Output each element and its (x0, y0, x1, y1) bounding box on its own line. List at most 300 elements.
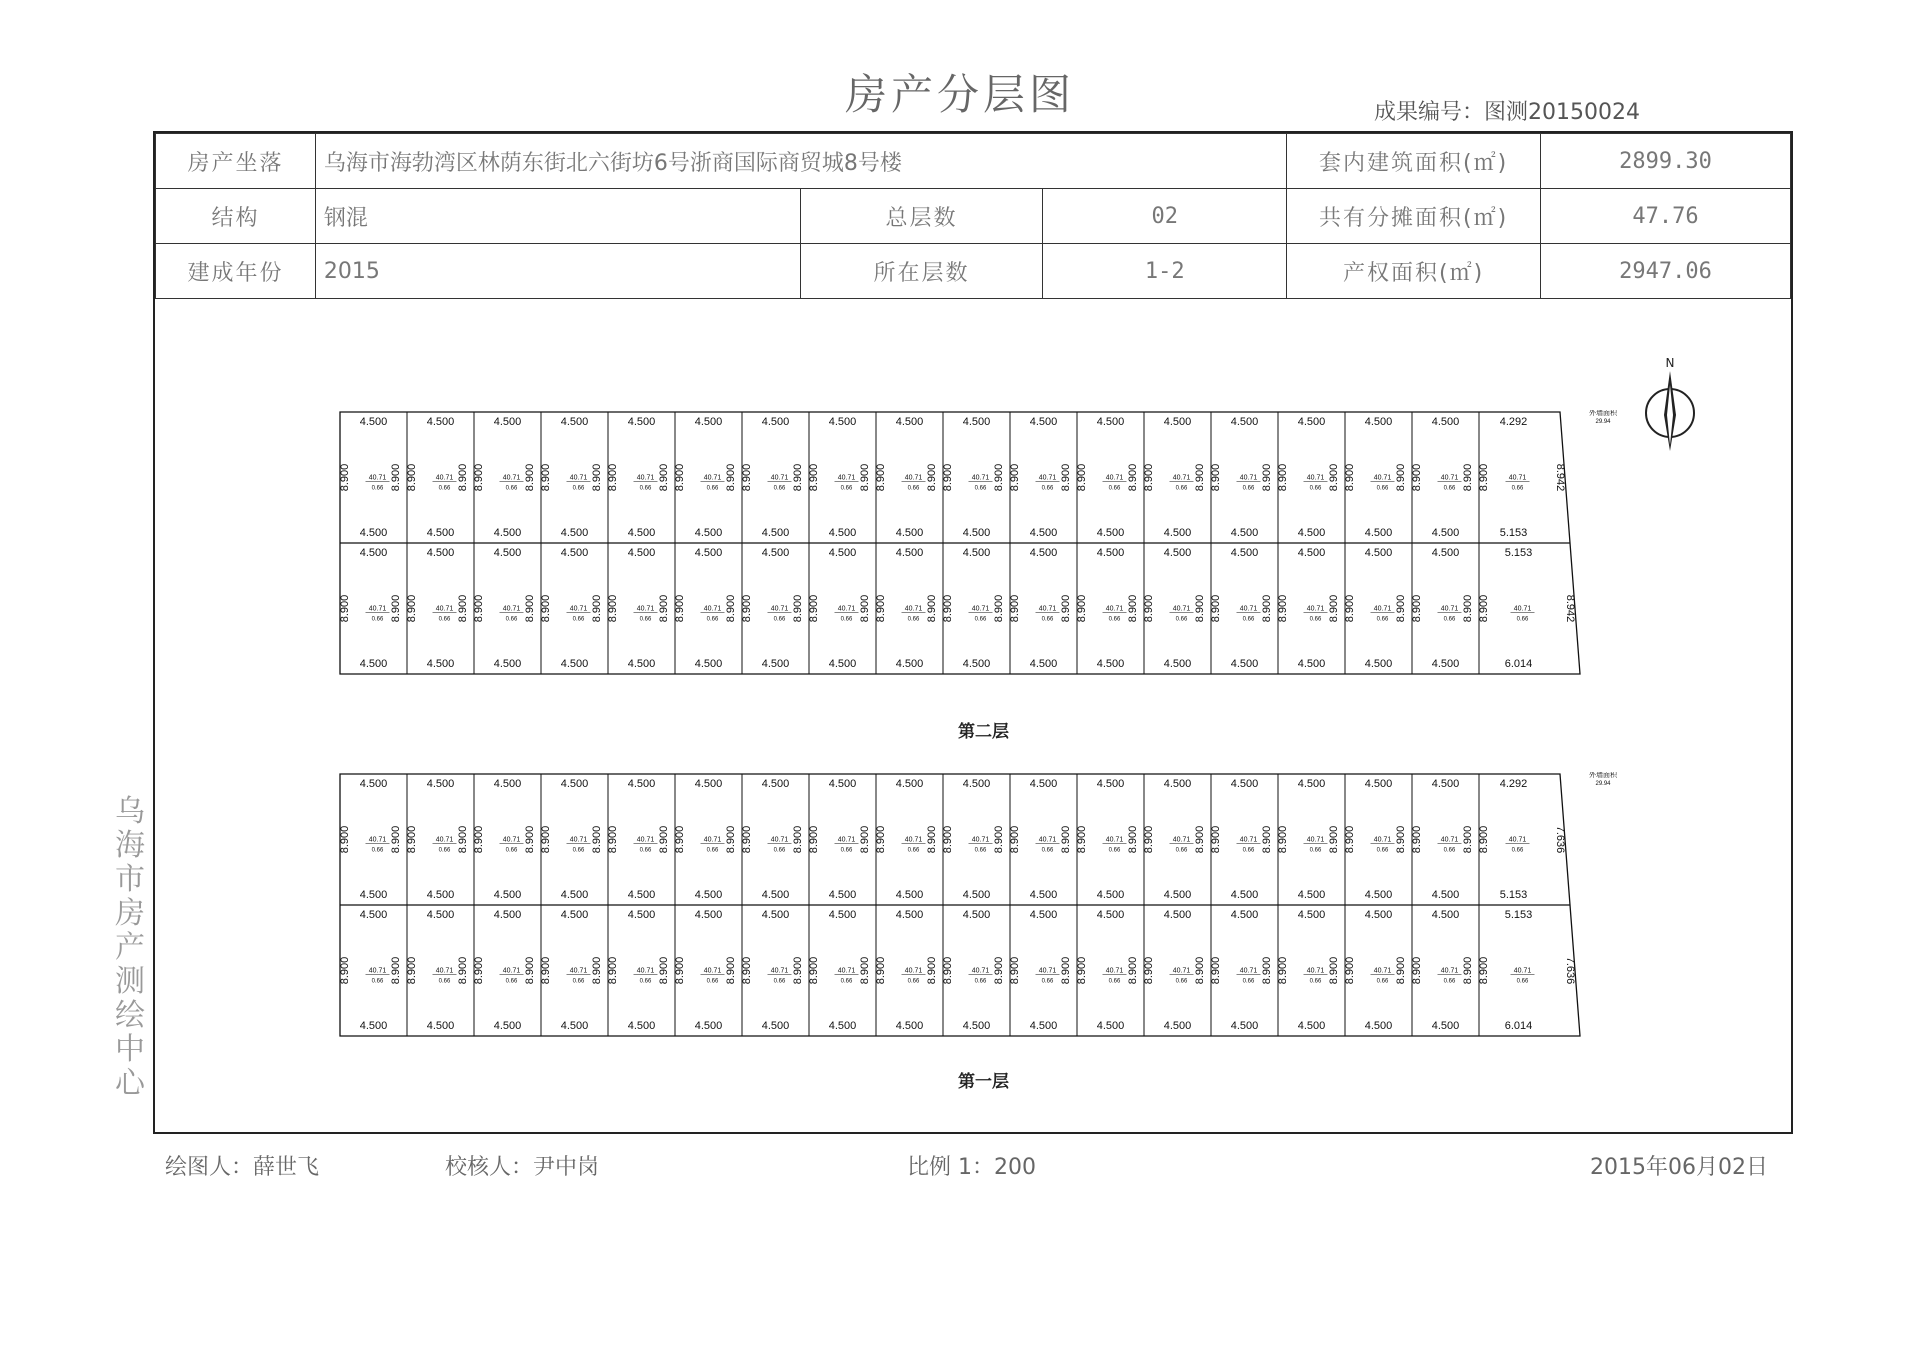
unit-depth-label: 8.900 (1060, 956, 1072, 985)
unit-width-label: 5.153 (1499, 889, 1528, 901)
unit-area-label: 40.71 (703, 836, 722, 844)
unit-width-label: 4.500 (1163, 527, 1192, 539)
unit-shared-label: 0.66 (773, 616, 786, 623)
unit-width-label: 4.500 (493, 909, 522, 921)
inner-area-label: 套内建筑面积(㎡) (1287, 134, 1541, 189)
unit-area-label: 40.71 (502, 474, 521, 482)
unit-shared-label: 0.66 (907, 485, 920, 492)
unit-area-label: 40.71 (1440, 836, 1459, 844)
unit-depth-label: 8.900 (1462, 956, 1474, 985)
unit-width-label: 4.500 (1431, 658, 1460, 670)
unit-width-label: 4.500 (1029, 1020, 1058, 1032)
unit-depth-label: 8.900 (1277, 956, 1289, 985)
unit-width-label: 4.500 (1297, 416, 1326, 428)
unit-depth-label: 8.900 (1462, 825, 1474, 854)
unit-shared-label: 0.66 (840, 485, 853, 492)
unit-depth-label: 8.900 (1009, 825, 1021, 854)
unit-area-label: 40.71 (971, 474, 990, 482)
unit-width-label: 4.500 (560, 909, 589, 921)
unit-width-label: 4.500 (895, 547, 924, 559)
unit-shared-label: 0.66 (974, 485, 987, 492)
unit-width-label: 4.500 (1431, 909, 1460, 921)
unit-width-label: 4.500 (1364, 909, 1393, 921)
unit-depth-label: 8.900 (993, 463, 1005, 492)
unit-area-label: 40.71 (904, 474, 923, 482)
unit-depth-label: 8.900 (540, 463, 552, 492)
wall-area-label: 外墙面积 (1589, 410, 1617, 417)
unit-width-label: 4.500 (493, 416, 522, 428)
unit-shared-label: 0.66 (840, 847, 853, 854)
structure-value: 钢混 (315, 189, 800, 244)
unit-depth-label: 8.900 (1261, 463, 1273, 492)
unit-area-label: 40.71 (1513, 967, 1532, 975)
unit-depth-label: 8.900 (1411, 463, 1423, 492)
unit-width-label: 4.500 (761, 889, 790, 901)
unit-depth-label: 8.900 (658, 825, 670, 854)
unit-depth-label: 8.900 (1076, 594, 1088, 623)
unit-depth-label: 8.900 (390, 463, 402, 492)
unit-area-label: 40.71 (636, 474, 655, 482)
result-number: 成果编号：图测20150024 (1374, 100, 1640, 125)
unit-depth-label: 8.900 (406, 594, 418, 623)
unit-width-label: 4.500 (1431, 416, 1460, 428)
unit-shared-label: 0.66 (706, 616, 719, 623)
unit-width-label: 4.500 (1029, 889, 1058, 901)
unit-width-label: 4.500 (1096, 909, 1125, 921)
unit-depth-label: 8.900 (1395, 956, 1407, 985)
unit-depth-label: 7.636 (1554, 825, 1566, 854)
unit-area-label: 40.71 (904, 836, 923, 844)
unit-shared-label: 0.66 (706, 847, 719, 854)
unit-depth-label: 8.900 (1127, 463, 1139, 492)
unit-width-label: 4.500 (1230, 1020, 1259, 1032)
unit-depth-label: 8.900 (1261, 825, 1273, 854)
unit-width-label: 6.014 (1504, 1020, 1533, 1032)
unit-width-label: 4.500 (1431, 1020, 1460, 1032)
unit-width-label: 4.500 (426, 778, 455, 790)
unit-width-label: 4.500 (426, 547, 455, 559)
unit-depth-label: 8.900 (607, 825, 619, 854)
unit-shared-label: 0.66 (1516, 616, 1529, 623)
unit-depth-label: 8.900 (1462, 594, 1474, 623)
unit-depth-label: 8.900 (540, 825, 552, 854)
unit-shared-label: 0.66 (773, 847, 786, 854)
unit-width-label: 4.500 (1096, 889, 1125, 901)
unit-depth-label: 8.900 (1478, 594, 1490, 623)
unit-depth-label: 8.900 (1060, 463, 1072, 492)
unit-depth-label: 8.900 (859, 956, 871, 985)
unit-depth-label: 8.900 (926, 956, 938, 985)
unit-depth-label: 8.900 (741, 594, 753, 623)
unit-depth-label: 8.900 (1277, 825, 1289, 854)
unit-shared-label: 0.66 (1108, 978, 1121, 985)
unit-depth-label: 8.900 (926, 463, 938, 492)
unit-width-label: 4.500 (962, 778, 991, 790)
unit-width-label: 4.500 (1096, 658, 1125, 670)
unit-shared-label: 0.66 (1516, 978, 1529, 985)
unit-area-label: 40.71 (703, 967, 722, 975)
unit-width-label: 4.500 (828, 527, 857, 539)
unit-width-label: 4.500 (694, 416, 723, 428)
unit-depth-label: 8.900 (390, 825, 402, 854)
unit-area-label: 40.71 (703, 605, 722, 613)
unit-width-label: 5.153 (1504, 547, 1533, 559)
unit-area-label: 40.71 (636, 967, 655, 975)
unit-width-label: 4.500 (694, 1020, 723, 1032)
unit-shared-label: 0.66 (639, 616, 652, 623)
unit-depth-label: 8.900 (875, 825, 887, 854)
unit-depth-label: 8.900 (1210, 825, 1222, 854)
unit-width-label: 4.292 (1499, 778, 1528, 790)
unit-area-label: 40.71 (1508, 836, 1527, 844)
unit-width-label: 4.500 (1163, 658, 1192, 670)
unit-depth-label: 8.900 (875, 463, 887, 492)
unit-area-label: 40.71 (770, 474, 789, 482)
unit-depth-label: 8.900 (406, 956, 418, 985)
unit-depth-label: 8.900 (406, 463, 418, 492)
unit-depth-label: 8.900 (1395, 463, 1407, 492)
unit-width-label: 4.500 (627, 527, 656, 539)
unit-width-label: 4.500 (1364, 658, 1393, 670)
unit-depth-label: 8.900 (1009, 956, 1021, 985)
unit-width-label: 4.500 (1029, 416, 1058, 428)
unit-width-label: 4.500 (426, 909, 455, 921)
unit-width-label: 4.500 (359, 889, 388, 901)
year-label: 建成年份 (156, 244, 316, 299)
unit-area-label: 40.71 (971, 836, 990, 844)
unit-depth-label: 8.900 (406, 825, 418, 854)
unit-width-label: 4.500 (895, 416, 924, 428)
second-floor-label: 第二层 (958, 722, 1009, 742)
unit-depth-label: 8.900 (1395, 825, 1407, 854)
unit-width-label: 4.500 (1163, 547, 1192, 559)
unit-width-label: 4.500 (1163, 416, 1192, 428)
unit-depth-label: 8.900 (524, 463, 536, 492)
unit-width-label: 4.500 (694, 778, 723, 790)
unit-depth-label: 8.900 (607, 594, 619, 623)
unit-depth-label: 8.900 (339, 594, 351, 623)
unit-depth-label: 8.900 (540, 956, 552, 985)
unit-depth-label: 8.900 (524, 956, 536, 985)
unit-area-label: 40.71 (1239, 836, 1258, 844)
unit-depth-label: 8.900 (1328, 594, 1340, 623)
unit-width-label: 4.500 (1029, 527, 1058, 539)
unit-area-label: 40.71 (502, 836, 521, 844)
unit-area-label: 40.71 (435, 967, 454, 975)
unit-shared-label: 0.66 (907, 978, 920, 985)
unit-shared-label: 0.66 (1108, 485, 1121, 492)
unit-area-label: 40.71 (1172, 836, 1191, 844)
unit-width-label: 4.500 (1364, 1020, 1393, 1032)
unit-depth-label: 8.900 (1328, 463, 1340, 492)
location-label: 房产坐落 (156, 134, 316, 189)
unit-depth-label: 8.900 (859, 463, 871, 492)
unit-depth-label: 8.900 (741, 825, 753, 854)
unit-shared-label: 0.66 (1175, 485, 1188, 492)
unit-area-label: 40.71 (1038, 967, 1057, 975)
unit-depth-label: 8.900 (808, 956, 820, 985)
unit-area-label: 40.71 (904, 967, 923, 975)
unit-width-label: 4.500 (828, 416, 857, 428)
unit-area-label: 40.71 (904, 605, 923, 613)
unit-depth-label: 8.900 (942, 463, 954, 492)
unit-width-label: 4.500 (828, 909, 857, 921)
unit-area-label: 40.71 (435, 474, 454, 482)
unit-width-label: 4.500 (426, 658, 455, 670)
unit-width-label: 4.500 (493, 658, 522, 670)
unit-width-label: 4.500 (694, 547, 723, 559)
unit-width-label: 4.500 (1230, 909, 1259, 921)
unit-depth-label: 8.900 (1009, 463, 1021, 492)
unit-shared-label: 0.66 (974, 978, 987, 985)
unit-shared-label: 0.66 (505, 616, 518, 623)
unit-width-label: 4.500 (1297, 1020, 1326, 1032)
unit-depth-label: 8.900 (942, 594, 954, 623)
unit-depth-label: 8.900 (993, 825, 1005, 854)
unit-depth-label: 8.900 (457, 956, 469, 985)
unit-shared-label: 0.66 (907, 847, 920, 854)
unit-depth-label: 8.900 (1009, 594, 1021, 623)
unit-area-label: 40.71 (837, 474, 856, 482)
unit-shared-label: 0.66 (706, 485, 719, 492)
unit-shared-label: 0.66 (505, 485, 518, 492)
unit-width-label: 4.500 (560, 527, 589, 539)
unit-width-label: 4.500 (1364, 416, 1393, 428)
unit-depth-label: 8.942 (1564, 594, 1576, 623)
unit-width-label: 4.500 (962, 658, 991, 670)
unit-depth-label: 8.900 (1143, 463, 1155, 492)
unit-width-label: 4.500 (962, 527, 991, 539)
unit-area-label: 40.71 (837, 605, 856, 613)
unit-width-label: 4.500 (1096, 778, 1125, 790)
unit-width-label: 4.500 (1096, 1020, 1125, 1032)
unit-depth-label: 8.900 (473, 463, 485, 492)
unit-width-label: 4.500 (761, 1020, 790, 1032)
unit-depth-label: 8.900 (1478, 956, 1490, 985)
unit-width-label: 4.500 (1096, 527, 1125, 539)
unit-depth-label: 8.900 (792, 594, 804, 623)
unit-width-label: 4.500 (761, 527, 790, 539)
unit-width-label: 4.500 (426, 416, 455, 428)
unit-area-label: 40.71 (569, 836, 588, 844)
unit-shared-label: 0.66 (1242, 485, 1255, 492)
unit-shared-label: 0.66 (773, 485, 786, 492)
unit-depth-label: 8.900 (1127, 594, 1139, 623)
unit-width-label: 4.500 (359, 778, 388, 790)
unit-width-label: 6.014 (1504, 658, 1533, 670)
unit-area-label: 40.71 (1373, 605, 1392, 613)
unit-width-label: 4.500 (962, 416, 991, 428)
structure-label: 结构 (156, 189, 316, 244)
unit-width-label: 4.500 (1431, 547, 1460, 559)
unit-depth-label: 8.900 (741, 463, 753, 492)
unit-shared-label: 0.66 (1041, 847, 1054, 854)
unit-width-label: 4.500 (1163, 909, 1192, 921)
unit-area-label: 40.71 (971, 967, 990, 975)
unit-depth-label: 8.900 (457, 463, 469, 492)
unit-depth-label: 8.900 (674, 594, 686, 623)
unit-area-label: 40.71 (502, 605, 521, 613)
unit-width-label: 4.500 (761, 909, 790, 921)
unit-depth-label: 8.900 (1127, 825, 1139, 854)
unit-width-label: 4.500 (1029, 909, 1058, 921)
unit-shared-label: 0.66 (974, 847, 987, 854)
unit-depth-label: 8.900 (457, 825, 469, 854)
unit-depth-label: 8.900 (1411, 825, 1423, 854)
unit-width-label: 4.500 (694, 658, 723, 670)
unit-width-label: 4.500 (895, 778, 924, 790)
unit-area-label: 40.71 (1239, 474, 1258, 482)
unit-width-label: 4.500 (493, 547, 522, 559)
unit-shared-label: 0.66 (1242, 616, 1255, 623)
unit-width-label: 4.500 (627, 889, 656, 901)
unit-depth-label: 8.900 (457, 594, 469, 623)
unit-width-label: 4.500 (359, 1020, 388, 1032)
unit-shared-label: 0.66 (1175, 978, 1188, 985)
unit-width-label: 4.500 (828, 1020, 857, 1032)
unit-width-label: 4.500 (761, 658, 790, 670)
unit-width-label: 4.500 (1431, 527, 1460, 539)
unit-width-label: 4.500 (359, 909, 388, 921)
unit-width-label: 4.500 (1297, 889, 1326, 901)
unit-width-label: 4.500 (1029, 547, 1058, 559)
unit-depth-label: 8.900 (1395, 594, 1407, 623)
unit-shared-label: 0.66 (371, 847, 384, 854)
north-label: N (1665, 356, 1675, 370)
unit-depth-label: 8.900 (390, 594, 402, 623)
unit-depth-label: 8.900 (1462, 463, 1474, 492)
unit-width-label: 4.500 (560, 416, 589, 428)
unit-depth-label: 8.900 (808, 594, 820, 623)
unit-shared-label: 0.66 (1175, 847, 1188, 854)
unit-depth-label: 8.900 (339, 825, 351, 854)
unit-depth-label: 8.900 (524, 825, 536, 854)
unit-depth-label: 8.900 (658, 463, 670, 492)
unit-area-label: 40.71 (1440, 605, 1459, 613)
unit-area-label: 40.71 (1440, 474, 1459, 482)
unit-depth-label: 8.900 (591, 825, 603, 854)
total-floors-value: 02 (1043, 189, 1287, 244)
unit-area-label: 40.71 (703, 474, 722, 482)
unit-depth-label: 8.900 (1261, 956, 1273, 985)
unit-width-label: 5.153 (1504, 909, 1533, 921)
unit-shared-label: 0.66 (1108, 847, 1121, 854)
unit-depth-label: 8.900 (1194, 594, 1206, 623)
unit-width-label: 4.500 (1364, 889, 1393, 901)
unit-area-label: 40.71 (1038, 474, 1057, 482)
second-floor-drawing (338, 410, 1628, 680)
unit-width-label: 4.500 (1364, 778, 1393, 790)
floor-label: 所在层数 (800, 244, 1043, 299)
unit-depth-label: 8.900 (658, 956, 670, 985)
unit-width-label: 4.500 (1029, 778, 1058, 790)
unit-area-label: 40.71 (1306, 474, 1325, 482)
unit-depth-label: 8.900 (473, 956, 485, 985)
unit-area-label: 40.71 (636, 605, 655, 613)
unit-depth-label: 8.900 (1210, 956, 1222, 985)
unit-shared-label: 0.66 (438, 616, 451, 623)
unit-shared-label: 0.66 (773, 978, 786, 985)
unit-area-label: 40.71 (636, 836, 655, 844)
unit-shared-label: 0.66 (1108, 616, 1121, 623)
inner-area-value: 2899.30 (1541, 134, 1791, 189)
unit-shared-label: 0.66 (438, 847, 451, 854)
unit-depth-label: 8.900 (993, 956, 1005, 985)
unit-width-label: 4.500 (1096, 416, 1125, 428)
unit-depth-label: 8.900 (524, 594, 536, 623)
unit-width-label: 4.500 (895, 658, 924, 670)
unit-width-label: 4.500 (493, 1020, 522, 1032)
unit-area-label: 40.71 (1306, 605, 1325, 613)
unit-width-label: 4.500 (828, 547, 857, 559)
unit-depth-label: 8.900 (1143, 956, 1155, 985)
wall-area-value: 29.94 (1595, 419, 1611, 425)
floor-value: 1-2 (1043, 244, 1287, 299)
side-stamp-text: 乌 海 市 房 产 测 绘 中 心 (115, 794, 145, 1101)
date: 2015年06月02日 (1590, 1155, 1768, 1180)
unit-depth-label: 8.900 (1076, 463, 1088, 492)
unit-depth-label: 8.900 (725, 463, 737, 492)
unit-width-label: 4.500 (1297, 909, 1326, 921)
unit-shared-label: 0.66 (907, 616, 920, 623)
unit-area-label: 40.71 (1306, 967, 1325, 975)
unit-shared-label: 0.66 (1175, 616, 1188, 623)
unit-depth-label: 8.900 (1344, 825, 1356, 854)
unit-depth-label: 8.900 (607, 956, 619, 985)
north-arrow-icon (1640, 355, 1700, 455)
unit-shared-label: 0.66 (1443, 485, 1456, 492)
unit-depth-label: 8.900 (725, 825, 737, 854)
unit-depth-label: 8.900 (1328, 956, 1340, 985)
unit-shared-label: 0.66 (840, 978, 853, 985)
unit-depth-label: 8.900 (591, 463, 603, 492)
unit-shared-label: 0.66 (974, 616, 987, 623)
unit-depth-label: 8.900 (339, 956, 351, 985)
unit-area-label: 40.71 (1172, 605, 1191, 613)
drawer: 绘图人：薛世飞 (165, 1155, 320, 1180)
unit-area-label: 40.71 (569, 474, 588, 482)
unit-shared-label: 0.66 (1041, 616, 1054, 623)
unit-shared-label: 0.66 (1511, 485, 1524, 492)
unit-area-label: 40.71 (1038, 836, 1057, 844)
unit-area-label: 40.71 (368, 474, 387, 482)
unit-depth-label: 8.900 (725, 594, 737, 623)
unit-area-label: 40.71 (502, 967, 521, 975)
unit-area-label: 40.71 (569, 967, 588, 975)
unit-shared-label: 0.66 (706, 978, 719, 985)
unit-width-label: 4.500 (962, 889, 991, 901)
unit-shared-label: 0.66 (505, 978, 518, 985)
unit-shared-label: 0.66 (840, 616, 853, 623)
unit-depth-label: 8.900 (875, 594, 887, 623)
unit-width-label: 4.500 (560, 778, 589, 790)
unit-area-label: 40.71 (1239, 605, 1258, 613)
unit-depth-label: 8.900 (1194, 463, 1206, 492)
unit-depth-label: 8.900 (1210, 594, 1222, 623)
unit-area-label: 40.71 (435, 605, 454, 613)
total-floors-label: 总层数 (800, 189, 1043, 244)
unit-width-label: 4.500 (1163, 889, 1192, 901)
unit-width-label: 4.500 (627, 658, 656, 670)
unit-width-label: 4.500 (895, 527, 924, 539)
unit-width-label: 4.500 (560, 547, 589, 559)
unit-depth-label: 8.900 (741, 956, 753, 985)
unit-shared-label: 0.66 (639, 485, 652, 492)
unit-area-label: 40.71 (1373, 474, 1392, 482)
unit-depth-label: 8.900 (1478, 825, 1490, 854)
unit-width-label: 4.500 (359, 658, 388, 670)
unit-shared-label: 0.66 (371, 978, 384, 985)
